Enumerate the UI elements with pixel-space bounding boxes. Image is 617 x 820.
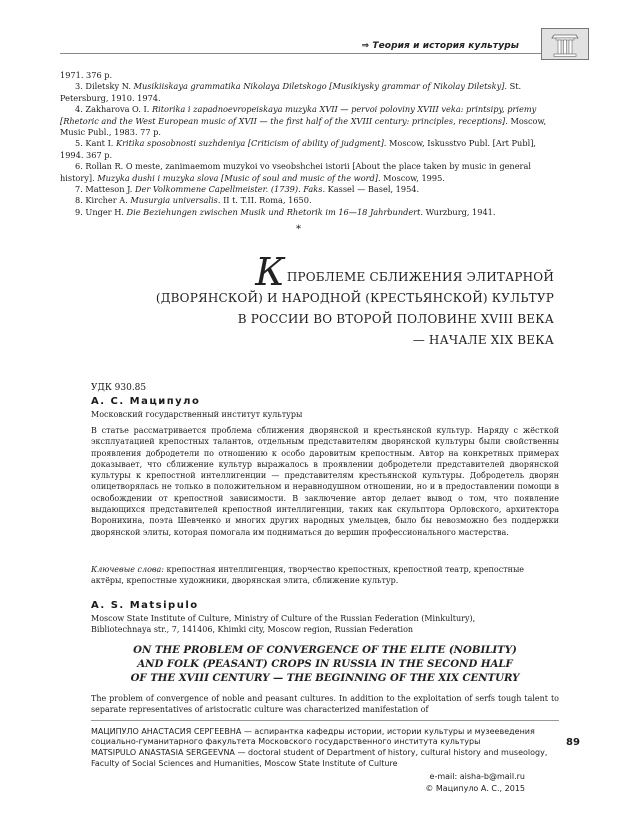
reference-item: 3. Diletsky N. Musikiiskaya grammatika Nikolaya Diletskogo [Musikiysky grammar of Nikolay Diletsky]. St. Petersburg, 1910. 1974. (60, 81, 522, 103)
copyright: © Маципуло А. С., 2015 (425, 784, 525, 793)
page-number: 89 (566, 737, 580, 748)
reference-item: 5. Kant I. Kritika sposobnosti suzhdeniya [Criticism of ability of judgment]. Moscow, Iskusstvo Publ. [Art Publ], 1994. 367 p. (60, 138, 536, 160)
author-footnote (91, 727, 551, 770)
header-rule (60, 53, 587, 54)
article-title (140, 250, 554, 351)
author-name-ru: А. С. Маципуло (91, 396, 201, 407)
abstract-en: The problem of convergence of noble and peasant cultures. In addition to the exploitation of serfs tough talent to separate representatives of aristocratic culture was characterized manifestation of (91, 694, 559, 715)
email-address: e-mail: aisha-b@mail.ru (429, 772, 525, 781)
running-header (361, 41, 519, 51)
reference-list (60, 70, 558, 218)
reference-item: 9. Unger H. Die Beziehungen zwischen Musik und Rhetorik im 16—18 Jahrbundert. Wurzburg, 1941. (75, 206, 496, 217)
title-line-4: — НАЧАЛЕ XIX ВЕКА (412, 333, 554, 347)
footnote-ru: МАЦИПУЛО АНАСТАСИЯ СЕРГЕЕВНА — аспирантка кафедры истории, истории культуры и музееведения социально-гуманитарного факультета Московского государственного института культуры (91, 727, 535, 747)
reference-item: 1971. 376 p. (60, 70, 113, 80)
reference-item: 4. Zakharova O. I. Ritorika i zapadnoevropeiskaya muzyka XVII — pervoi poloviny XVIII veka: printsipy, priemy [Rhetoric and the West European music of XVII — the first half of the XVIII century: principles, receptions]. Moscow, Music Publ., 1983. 77 p. (60, 104, 547, 138)
arrow-icon: ⇒ (361, 41, 370, 51)
keywords-ru (91, 564, 559, 587)
article-title-en: ON THE PROBLEM OF CONVERGENCE OF THE ELITE (NOBILITY) AND FOLK (PEASANT) CROPS IN RUSSIA IN THE SECOND HALF OF THE XVIII CENTURY — THE BEGINNING OF THE XIX CENTURY (130, 644, 520, 684)
reference-item: 6. Rollan R. O meste, zanimaemom muzykoi vo vseobshchei istorii [About the place taken by music in general history]. Muzyka dushi i muzyka slova [Music of soul and music of the word]. Moscow, 1995. (60, 161, 531, 183)
keywords-text: крепостная интеллигенция, творчество крепостных, крепостной театр, крепостные актёры, крепостные художники, дворянская элита, сближение культур. (91, 565, 525, 586)
reference-item: 7. Matteson J. Der Volkommene Capellmeister. (1739). Faks. Kassel — Basel, 1954. (75, 184, 420, 195)
title-initial: К (255, 250, 285, 294)
title-line-2: (ДВОРЯНСКОЙ) И НАРОДНОЙ (КРЕСТЬЯНСКОЙ) КУЛЬТУР (155, 291, 554, 305)
affiliation-en: Moscow State Institute of Culture, Ministry of Culture of the Russian Federation (Minkultury), Bibliotechnaya str., 7, 141406, Khimki city, Moscow region, Russian Federation (91, 614, 476, 634)
reference-item: 8. Kircher A. Musurgia universalis. II t. T.II. Roma, 1650. (75, 195, 312, 206)
title-line-3: В РОССИИ ВО ВТОРОЙ ПОЛОВИНЕ XVIII ВЕКА (237, 312, 554, 326)
separator-star: * (296, 224, 301, 235)
column-logo-icon (541, 28, 589, 60)
section-title: Теория и история культуры (372, 41, 519, 51)
author-name-en: A. S. Matsipulo (91, 600, 199, 611)
affiliation-ru: Московский государственный институт культуры (91, 410, 303, 419)
udc-code: УДК 930.85 (91, 383, 147, 393)
footer-rule (91, 720, 559, 721)
footnote-en: MATSIPULO ANASTASIA SERGEEVNA — doctoral student of Department of history, cultural history and museology, Faculty of Social Sciences and Humanities, Moscow State Institute of Culture (91, 748, 548, 768)
keywords-label: Ключевые слова: (91, 565, 164, 574)
abstract-ru: В статье рассматривается проблема сближения дворянской и крестьянской культур. Наряду с жёсткой эксплуатацией крепостных талантов, отдельным представителям дворянской культуры были свойственны проявления добродетели по отношению к особо даровитым крепостным. Автор на конкретных примерах доказывает, что сближение культур выражалось в проявлении добродетели представителей дворянской культуры к крепостной интеллигенции — представителям крестьянской культуры. Добродетель дворян олицетворялась не только в положительном и неравнодушном отношении, но и в предоставлении помощи в освобождении от крепостной зависимости. В заключение автор делает вывод о том, что появление выдающихся представителей крепостной интеллигенции, таких как скульптора Орловского, архитектора Воронихина, поэта Шевченко и многих других народных умельцев, было бы невозможно без поддержки дворянской элиты, которая помогала им подниматься до вершин профессионального мастерства. (91, 426, 559, 537)
title-line-1: ПРОБЛЕМЕ СБЛИЖЕНИЯ ЭЛИТАРНОЙ (286, 270, 554, 284)
